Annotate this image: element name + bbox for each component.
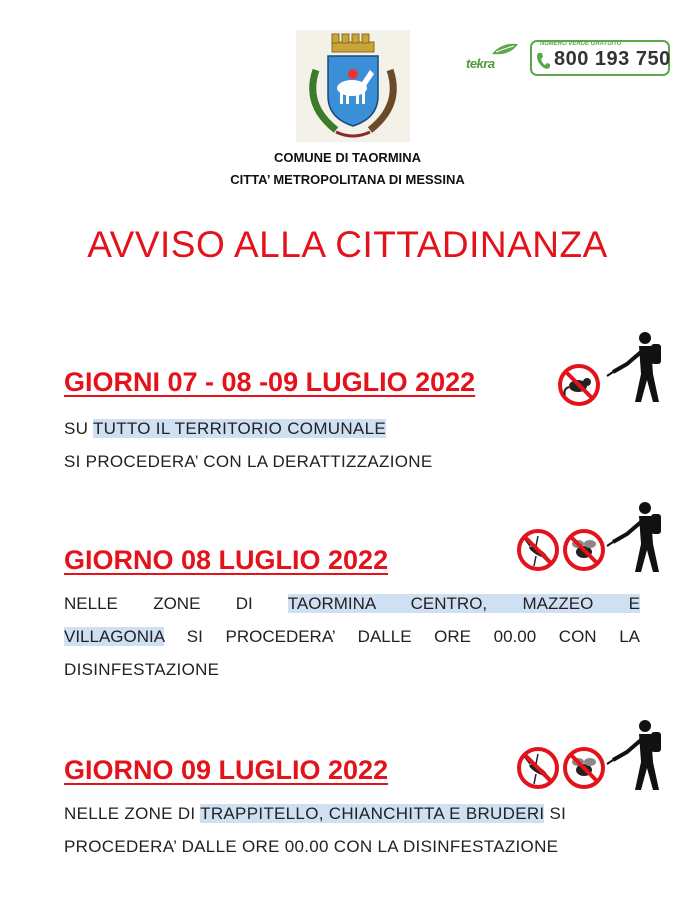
no-rat-icon: [557, 363, 601, 407]
toll-free-caption: NUMERO VERDE GRATUITO: [540, 41, 622, 47]
section-1-line-2: SI PROCEDERA’ CON LA DERATTIZZAZIONE: [64, 452, 433, 471]
section-2-line-2: VILLAGONIA SI PROCEDERA’ DALLE ORE 00.00 CON LA: [64, 627, 640, 646]
metro-city-name: CITTA’ METROPOLITANA DI MESSINA: [230, 172, 465, 187]
notice-title: AVVISO ALLA CITTADINANZA: [87, 224, 608, 265]
section-1-line-1: SU TUTTO IL TERRITORIO COMUNALE: [64, 419, 386, 438]
section-2-highlight-2: VILLAGONIA: [64, 627, 165, 646]
sprayer-person-icon: [605, 500, 669, 576]
phone-icon: [536, 52, 550, 70]
section-2-heading: GIORNO 08 LUGLIO 2022: [64, 545, 389, 575]
section-2-line-1: NELLE ZONE DI TAORMINA CENTRO, MAZZEO E: [64, 594, 640, 613]
sprayer-person-icon: [605, 718, 669, 794]
section-3-line-1: NELLE ZONE DI TRAPPITELLO, CHIANCHITTA E BRUDERI SI: [64, 804, 567, 823]
no-mosquito-icon: [516, 528, 560, 572]
no-mosquito-icon: [516, 746, 560, 790]
section-3-highlight: TRAPPITELLO, CHIANCHITTA E BRUDERI: [200, 804, 545, 823]
section-3-line-2: PROCEDERA’ DALLE ORE 00.00 CON LA DISINFESTAZIONE: [64, 837, 559, 856]
no-fly-icon: [562, 528, 606, 572]
section-2-highlight-1: TAORMINA CENTRO, MAZZEO E: [287, 594, 640, 613]
tekra-logo-text: tekra: [466, 56, 495, 71]
taormina-crest-logo: [296, 30, 410, 142]
municipality-name: COMUNE DI TAORMINA: [273, 150, 422, 165]
section-3-heading: GIORNO 09 LUGLIO 2022: [64, 755, 389, 785]
section-1-heading: GIORNI 07 - 08 -09 LUGLIO 2022: [64, 367, 476, 397]
no-fly-icon: [562, 746, 606, 790]
section-2-line-3: DISINFESTAZIONE: [64, 660, 220, 679]
toll-free-number: 800 193 750: [554, 48, 671, 70]
sprayer-person-icon: [605, 330, 669, 406]
section-1-highlight: TUTTO IL TERRITORIO COMUNALE: [92, 419, 386, 438]
